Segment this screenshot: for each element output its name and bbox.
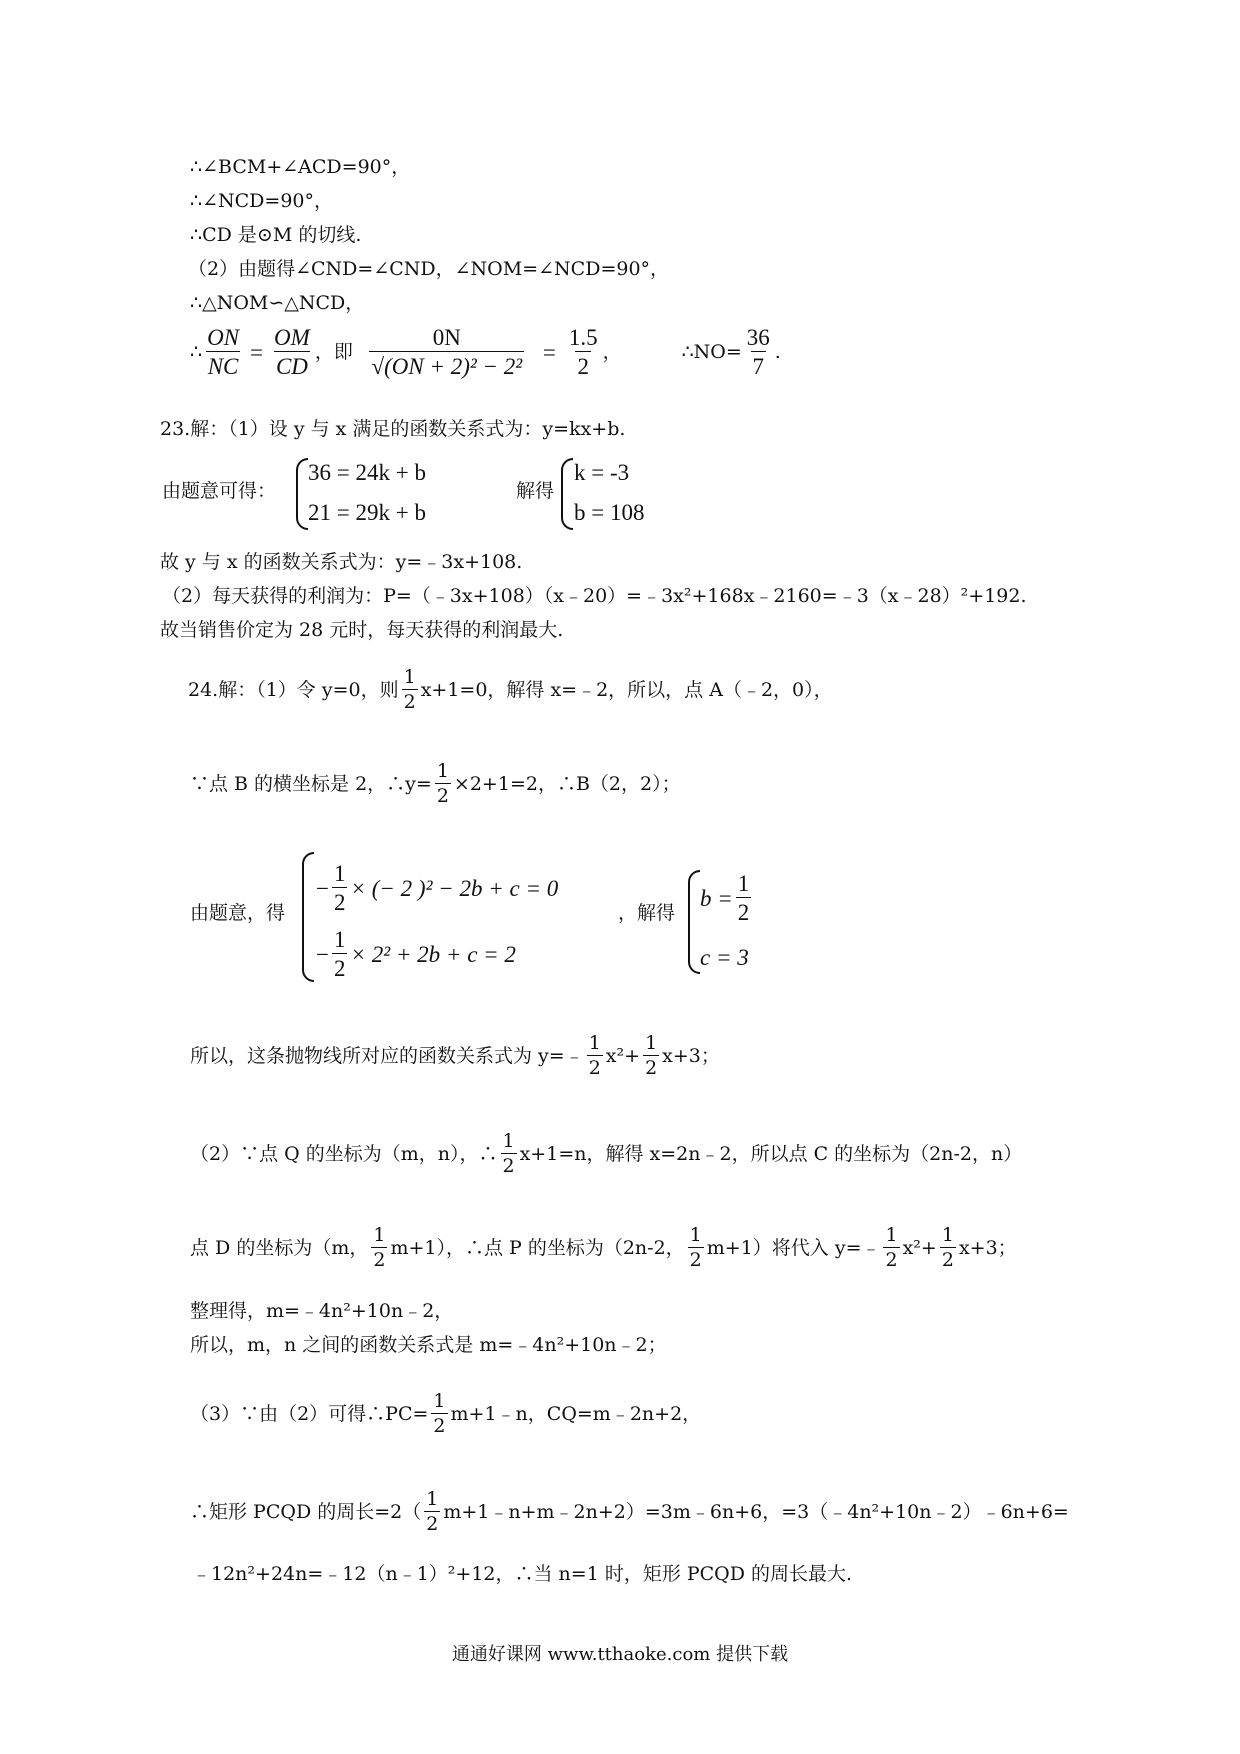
q23-system-brace (296, 458, 308, 530)
fraction-denominator: 2 (332, 887, 348, 914)
fraction-denominator: 2 (941, 1249, 954, 1271)
fraction-denominator: 2 (736, 897, 752, 924)
text: m+1），∴点 P 的坐标为（2n-2， (390, 1236, 685, 1259)
q24-line-5 (190, 1132, 1022, 1176)
text: − (316, 875, 329, 901)
text: m+1﹣n，CQ=m﹣2n+2， (450, 1402, 702, 1425)
q23-equation-1: 36 = 24k + b (308, 460, 426, 485)
text: m+1）将代入 y=﹣ (706, 1236, 881, 1259)
q23-system-label: 由题意可得： (162, 480, 277, 502)
fraction-on-nc (205, 326, 241, 378)
line-1: ∴∠BCM+∠ACD=90°， (190, 156, 411, 178)
q24-line-10 (190, 1490, 1069, 1534)
fraction-denominator-sqrt: √(ON + 2)² − 2² (369, 351, 524, 378)
fraction-numerator: 1 (689, 1224, 702, 1246)
q23-heading: 23.解：（1）设 y 与 x 满足的函数关系式为：y=kx+b. (160, 418, 626, 440)
fraction-denominator: 2 (885, 1249, 898, 1271)
fraction-half (587, 1034, 603, 1078)
q24-line-4 (190, 1034, 720, 1078)
proportion-formula (190, 326, 781, 378)
line-5: ∴△NOM∽△NCD， (190, 292, 365, 314)
fraction-numerator: 1.5 (568, 325, 598, 350)
text: （2）∵点 Q 的坐标为（m，n），∴ (190, 1142, 498, 1165)
q24-solution-brace (688, 870, 700, 974)
text: − (316, 941, 329, 967)
no-label: ∴NO= (681, 340, 742, 363)
q23-solution-2: b = 108 (574, 500, 645, 525)
fraction-numerator: 0N (432, 325, 461, 350)
text: m+1﹣n+m﹣2n+2）=3m﹣6n+6，=3（﹣4n²+10n﹣2）﹣6n+6= (443, 1500, 1069, 1523)
fraction-denominator: 2 (575, 351, 591, 378)
q23-solution-label: 解得 (516, 480, 555, 502)
sqrt-radicand: (ON + 2)² − 2² (384, 354, 523, 379)
fraction-half (402, 668, 418, 712)
text: × 2² + 2b + c = 2 (350, 941, 516, 967)
text: x²+ (902, 1236, 937, 1259)
fraction-numerator: 1 (426, 1488, 439, 1510)
fraction-1.5-over-2 (567, 326, 600, 378)
text: ∵点 B 的横坐标是 2，∴y= (190, 772, 432, 795)
fraction-numerator: 1 (373, 1224, 386, 1246)
q24-solution-1 (700, 872, 754, 924)
equals-sign-2: = (542, 339, 556, 365)
period: . (774, 340, 781, 363)
equals-sign: = (250, 339, 264, 365)
text: x+3； (958, 1236, 1017, 1259)
fraction-denominator: 2 (689, 1249, 702, 1271)
fraction-numerator: 1 (433, 1390, 446, 1412)
fraction-half (643, 1034, 659, 1078)
fraction-denominator: 2 (373, 1249, 386, 1271)
fraction-numerator: OM (274, 325, 310, 350)
fraction-numerator: 1 (885, 1224, 898, 1246)
page-footer: 通通好课网 www.tthaoke.com 提供下载 (451, 1644, 789, 1665)
q24-system-brace (302, 852, 314, 982)
fraction-numerator: 36 (746, 325, 770, 350)
text: x+1=n，解得 x=2n﹣2，所以点 C 的坐标为（2n-2，n） (519, 1142, 1023, 1165)
fraction-half (688, 1226, 704, 1270)
fraction-denominator: NC (206, 351, 241, 378)
fraction-numerator: 1 (436, 760, 449, 782)
q23-equation-2: 21 = 29k + b (308, 500, 426, 525)
fraction-denominator: 2 (426, 1513, 439, 1535)
text: x²+ (605, 1044, 641, 1067)
q23-solution-1: k = -3 (574, 460, 630, 485)
fraction-denominator: 2 (403, 691, 416, 713)
q24-line-11: ﹣12n²+24n=﹣12（n﹣1）²+12，∴当 n=1 时，矩形 PCQD 的周长最大. (192, 1563, 853, 1585)
text: 24.解：（1）令 y=0，则 (188, 678, 399, 701)
q24-system-label: 由题意，得 (190, 902, 286, 924)
fraction-half (332, 862, 348, 914)
fraction-half (736, 872, 752, 924)
q23-solution-brace (561, 458, 573, 530)
fraction-half (431, 1392, 447, 1436)
text: （3）∵由（2）可得∴PC= (190, 1402, 429, 1425)
q24-equation-1 (316, 862, 558, 914)
q24-line-2 (190, 762, 681, 806)
fraction-denominator: 2 (645, 1057, 658, 1079)
fraction-denominator: 2 (332, 953, 348, 980)
q24-equation-2 (316, 928, 516, 980)
fraction-half (332, 928, 348, 980)
text: b = (700, 885, 733, 911)
fraction-numerator: 1 (502, 1130, 515, 1152)
fraction-denominator: 2 (502, 1155, 515, 1177)
q23-line-4: （2）每天获得的利润为：P=（﹣3x+108）（x﹣20）=﹣3x²+168x﹣2160=﹣3（x﹣28）²+192. (162, 585, 1027, 607)
therefore-symbol: ∴ (190, 340, 203, 363)
line-2: ∴∠NCD=90°， (190, 190, 334, 212)
fraction-denominator: CD (274, 351, 310, 378)
text: × (− 2 )² − 2b + c = 0 (350, 875, 559, 901)
q24-line-6 (190, 1226, 1017, 1270)
q24-line-9 (190, 1392, 701, 1436)
fraction-numerator: 1 (403, 666, 416, 688)
q24-line-1 (188, 668, 833, 712)
fraction-half (371, 1226, 387, 1270)
fraction-numerator: 1 (333, 861, 346, 886)
fraction-36-over-7 (745, 326, 772, 378)
fraction-half (435, 762, 451, 806)
q23-line-3: 故 y 与 x 的函数关系式为：y=﹣3x+108. (160, 551, 523, 573)
text: 所以，这条抛物线所对应的函数关系式为 y=﹣ (190, 1044, 584, 1067)
text: ×2+1=2，∴B（2，2）； (453, 772, 681, 795)
fraction-numerator: ON (207, 325, 240, 350)
fraction-numerator: 1 (333, 927, 346, 952)
fraction-numerator: 1 (941, 1224, 954, 1246)
fraction-denominator: 2 (436, 785, 449, 807)
line-4: （2）由题得∠CND=∠CND，∠NOM=∠NCD=90°， (188, 258, 670, 280)
q23-line-5: 故当销售价定为 28 元时，每天获得的利润最大. (160, 619, 564, 641)
text: x+1=0，解得 x=﹣2，所以，点 A（﹣2，0）， (420, 678, 833, 701)
fraction-om-cd (272, 326, 312, 378)
fraction-numerator: 1 (588, 1032, 601, 1054)
fraction-half (940, 1226, 956, 1270)
fraction-half (883, 1226, 899, 1270)
fraction-half (501, 1132, 517, 1176)
fraction-numerator: 1 (645, 1032, 658, 1054)
q24-solution-2: c = 3 (700, 945, 749, 970)
text: ∴矩形 PCQD 的周长=2（ (190, 1500, 422, 1523)
q24-line-7: 整理得，m=﹣4n²+10n﹣2， (190, 1300, 454, 1322)
q24-solution-label: ，解得 (618, 902, 676, 924)
fraction-denominator: 7 (751, 351, 767, 378)
line-3: ∴CD 是⊙M 的切线. (190, 224, 362, 246)
q24-line-8: 所以，m，n 之间的函数关系式是 m=﹣4n²+10n﹣2； (190, 1334, 667, 1356)
text: 点 D 的坐标为（m， (190, 1236, 369, 1259)
text: x+3； (662, 1044, 720, 1067)
fraction-numerator: 1 (737, 871, 750, 896)
fraction-denominator: 2 (433, 1415, 446, 1437)
ji-text: ，即 (314, 340, 353, 363)
fraction-0n-sqrt (362, 326, 532, 378)
comma: ， (602, 340, 622, 363)
fraction-half (424, 1490, 440, 1534)
fraction-denominator: 2 (588, 1057, 601, 1079)
